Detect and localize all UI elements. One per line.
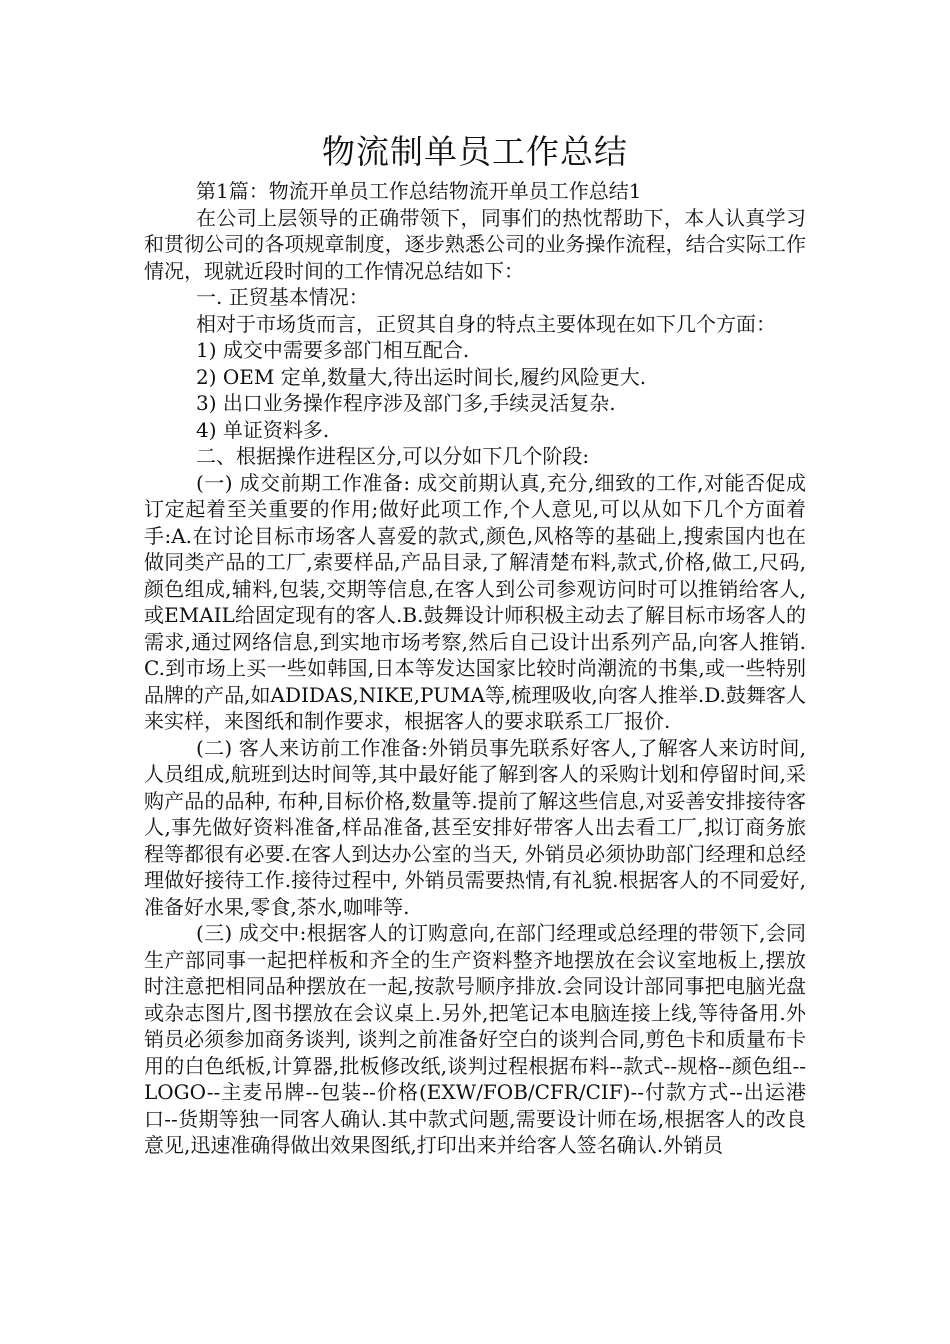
section-heading-basic-situation: 一. 正贸基本情况： xyxy=(196,285,369,309)
document-title: 物流制单员工作总结 xyxy=(322,132,628,171)
intro-paragraph: 在公司上层领导的正确带领下，同事们的热忱帮助下，本人认真学习和贯彻公司的各项规章制度，逐步熟悉公司的业务操作流程，结合实际工作情况，现就近段时间的工作情况总结如下： xyxy=(144,205,806,283)
stage-1-paragraph: (一) 成交前期工作准备: 成交前期认真,充分,细致的工作,对能否促成订定起着至关重要的作用;做好此项工作,个人意见,可以从如下几个方面着手:A.在讨论目标市场客人喜爱的款式,颜色,风格等的基础上,搜索国内也在做同类产品的工厂,索要样品,产品目录,了解清楚布料,款式,价格,做工,尺码,颜色组成,辅料,包装,交期等信息,在客人到公司参观访问时可以推销给客人,或EMAIL给固定现有的客人.B.鼓舞设计师积极主动去了解目标市场客人的需求,通过网络信息,到实地市场考察,然后自己设计出系列产品,向客人推销.C.到市场上买一些如韩国,日本等发达国家比较时尚潮流的书集,或一些特别品牌的产品,如ADIDAS,NIKE,PUMA等,梳理吸收,向客人推举.D.鼓舞客人来实样，来图纸和制作要求，根据客人的要求联系工厂报价. xyxy=(144,470,806,733)
basic-situation-paragraph: 相对于市场货而言，正贸其自身的特点主要体现在如下几个方面： xyxy=(196,311,776,336)
article-heading: 第1篇：物流开单员工作总结物流开单员工作总结1 xyxy=(196,179,642,203)
document-body xyxy=(144,130,806,1159)
list-item-2: 2) OEM 定单,数量大,待出运时间长,履约风险更大. xyxy=(196,364,647,389)
section-heading-stages: 二、根据操作进程区分,可以分如下几个阶段: xyxy=(196,444,590,468)
list-item-4: 4) 单证资料多. xyxy=(196,417,330,442)
list-item-1: 1) 成交中需要多部门相互配合. xyxy=(196,338,470,362)
list-item-3: 3) 出口业务操作程序涉及部门多,手续灵活复杂. xyxy=(196,391,616,415)
stage-3-paragraph: (三) 成交中:根据客人的订购意向,在部门经理或总经理的带领下,会同生产部同事一起把样板和齐全的生产资料整齐地摆放在会议室地板上,摆放时注意把相同品种摆放在一起,按款号顺序排放.会同设计部同事把电脑光盘或杂志图片,图书摆放在会议桌上.另外,把笔记本电脑连接上线,等待备用.外销员必须参加商务谈判, 谈判之前准备好空白的谈判合同,剪色卡和质量布卡用的白色纸板,计算器,批板修改纸,谈判过程根据布料--款式--规格--颜色组--LOGO--主麦吊牌--包装--价格(EXW/FOB/CFR/CIF)--付款方式--出运港口--货期等独一同客人确认.其中款式问题,需要设计师在场,根据客人的改良意见,迅速准确得做出效果图纸,打印出来并给客人签名确认.外销员 xyxy=(144,921,806,1157)
stage-2-paragraph: (二) 客人来访前工作准备:外销员事先联系好客人,了解客人来访时间,人员组成,航班到达时间等,其中最好能了解到客人的采购计划和停留时间,采购产品的品种, 布种,目标价格,数量等.提前了解这些信息,对妥善安排接待客人,事先做好资料准备,样品准备,甚至安排好带客人出去看工厂,拟订商务旅程等都很有必要.在客人到达办公室的当天, 外销员必须协助部门经理和总经理做好接待工作.接待过程中, 外销员需要热情,有礼貌.根据客人的不同爱好,准备好水果,零食,茶水,咖啡等. xyxy=(144,735,806,919)
